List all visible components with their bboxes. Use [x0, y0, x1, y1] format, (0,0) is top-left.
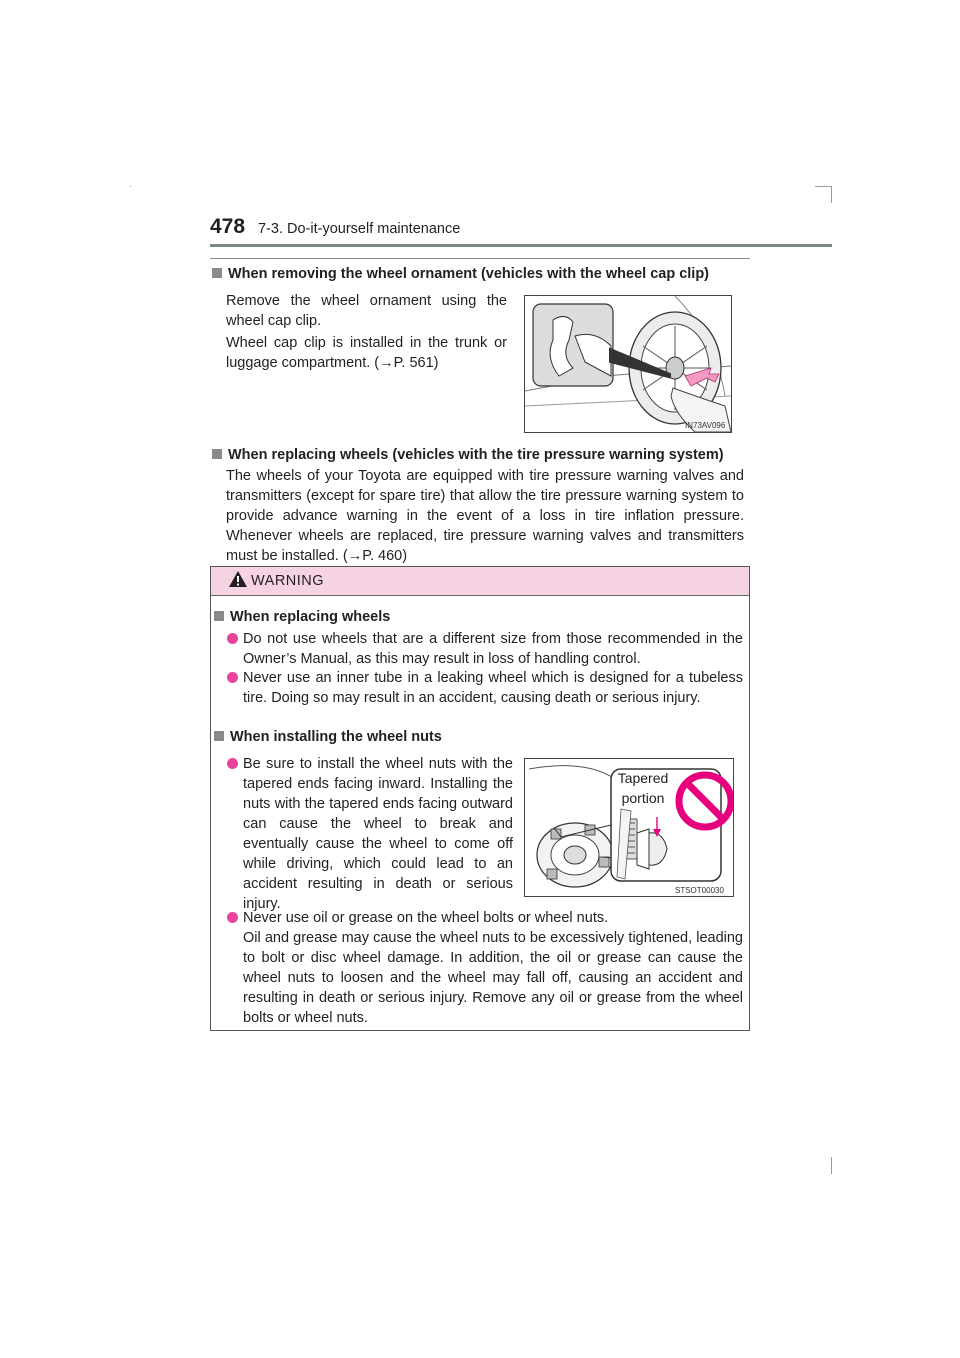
header-rule: [210, 244, 832, 247]
page-number: 478: [210, 215, 246, 238]
warning-bullet-2: Never use an inner tube in a leaking wheel which is designed for a tubeless tire. Doing so may result in an accident, causing death or serious injury.: [243, 668, 743, 708]
warning-sub2-heading: When installing the wheel nuts: [214, 729, 442, 745]
bullet-dot-icon: [227, 912, 238, 923]
tapered-portion-label: Tapered portion: [617, 770, 669, 806]
warning-triangle-icon: [228, 570, 248, 588]
wheel-cap-clip-figure: [524, 295, 732, 433]
crop-mark-top-right-h: [815, 186, 832, 187]
section2-para: The wheels of your Toyota are equipped with tire pressure warning valves and transmitters (except for spare tire) that allow the tire pressure warning system to provide advance warning in the event of a loss in tire inflation pressure. Whenever wheels are replaced, tire pressure warning valves and transmitters must be installed. (→P. 460): [226, 468, 744, 564]
figure-code: STSOT00030: [675, 886, 724, 895]
section-title: 7-3. Do-it-yourself maintenance: [258, 221, 461, 237]
section1-heading: When removing the wheel ornament (vehicles with the wheel cap clip): [212, 266, 709, 282]
bullet-dot-icon: [227, 633, 238, 644]
warning-label: WARNING: [251, 573, 325, 589]
figure-code: IN73AV096: [685, 421, 726, 430]
bullet-dot-icon: [227, 672, 238, 683]
wheel-cap-clip-illustration: [525, 296, 731, 432]
warning-bullet-4: Never use oil or grease on the wheel bolts or wheel nuts. Oil and grease may cause the wheel nuts to be excessively tightened, leading to bolt or disc wheel damage. In addition, the oil or grease can cause the wheel nuts to loosen and the wheel may fall off, causing an accident and resulting in death or serious injury. Remove any oil or grease from the wheel bolts or wheel nuts.: [243, 908, 743, 1028]
square-bullet-icon: [212, 268, 222, 278]
warning-bullet-3: Be sure to install the wheel nuts with the tapered ends facing inward. Installing the nuts with the tapered ends facing outward can cause the wheel to break and eventually cause the wheel to come off while driving, which could lead to an accident resulting in death or serious injury.: [243, 754, 513, 914]
divider: [210, 258, 750, 259]
square-bullet-icon: [214, 731, 224, 741]
square-bullet-icon: [214, 611, 224, 621]
square-bullet-icon: [212, 449, 222, 459]
warning-bullet-1: Do not use wheels that are a different size from those recommended in the Owner’s Manual, as this may result in loss of handling control.: [243, 629, 743, 669]
wheel-nut-figure: [524, 758, 734, 897]
section2-heading: When replacing wheels (vehicles with the tire pressure warning system): [212, 447, 724, 463]
bullet-dot-icon: [227, 758, 238, 769]
warning-sub1-heading: When replacing wheels: [214, 609, 390, 625]
crop-mark-top-left: [130, 186, 131, 187]
section1-para1: Remove the wheel ornament using the wheel cap clip.: [226, 293, 507, 329]
crop-mark-bottom-right-v: [831, 1157, 832, 1174]
crop-mark-top-right-v: [831, 186, 832, 203]
section1-para2: Wheel cap clip is installed in the trunk or luggage compartment. (→P. 561): [226, 335, 507, 371]
